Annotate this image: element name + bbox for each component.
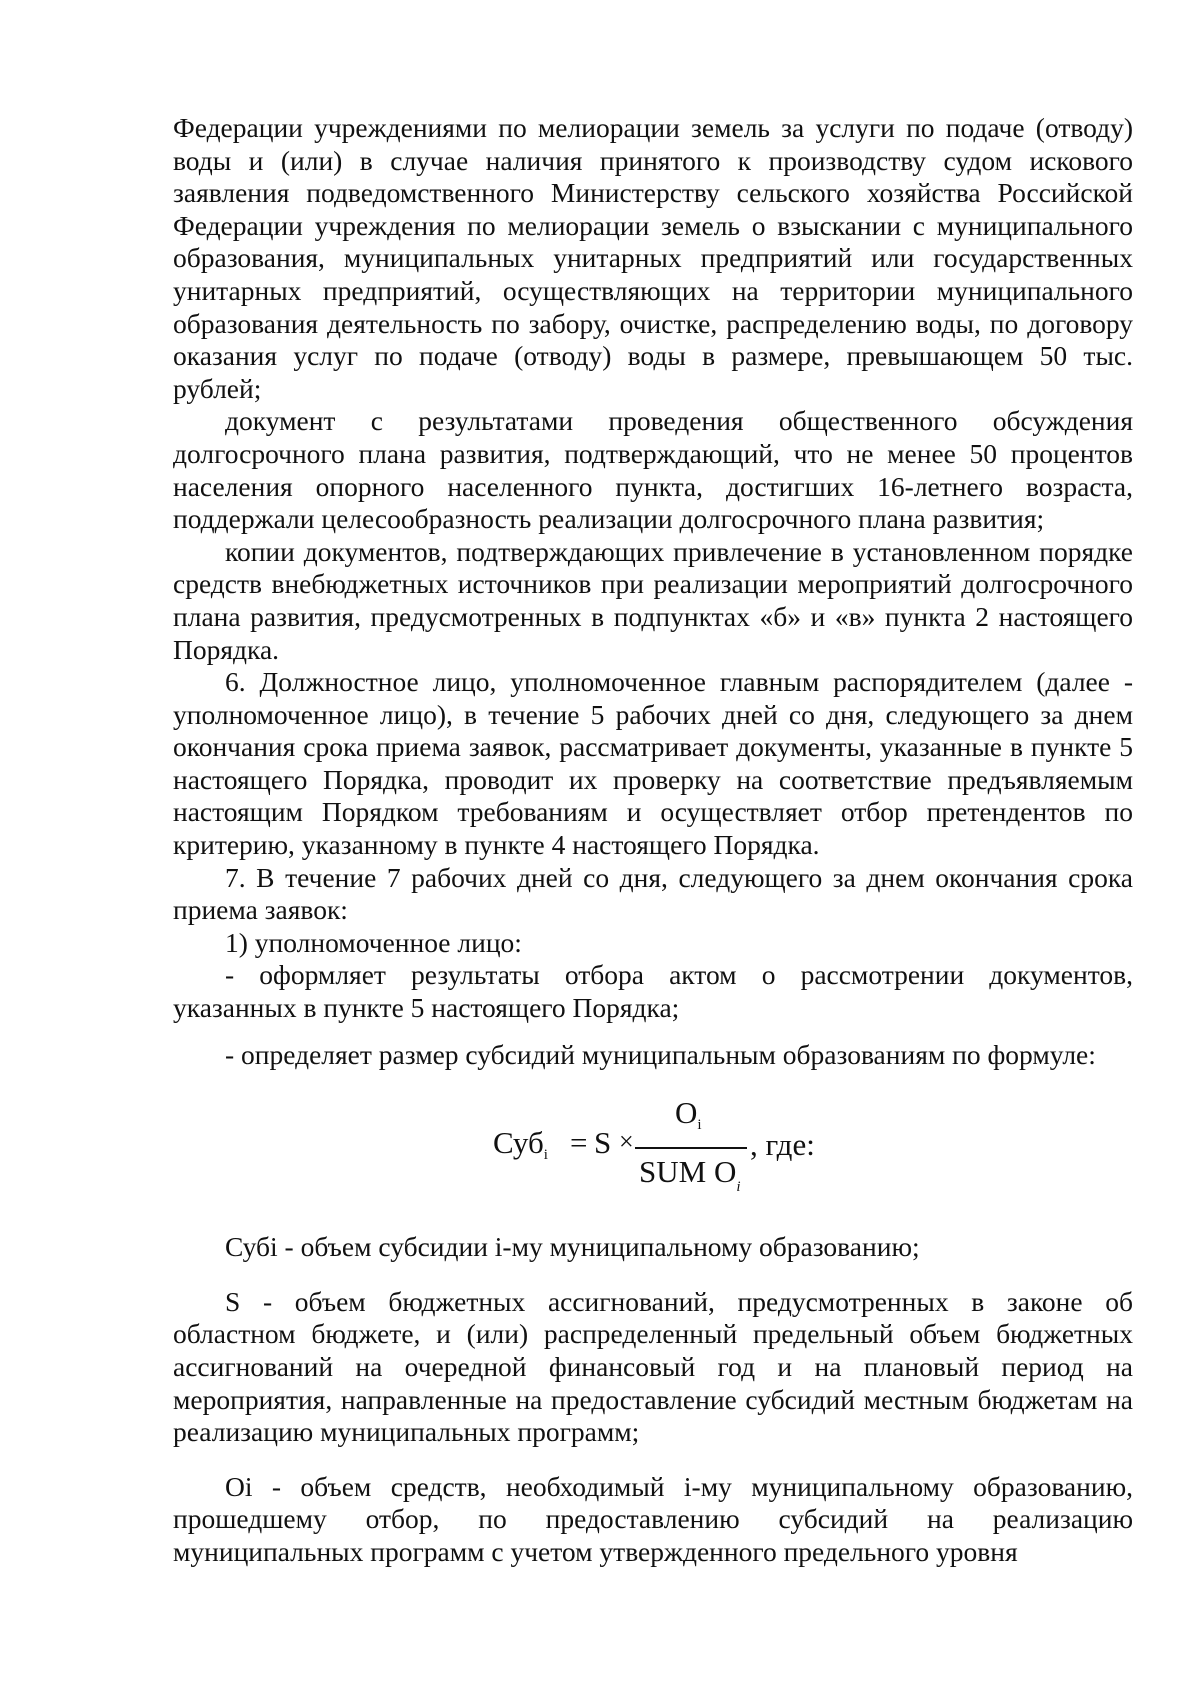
definition-sub: Субі - объем субсидии і-му муниципальному образованию; [225, 1231, 920, 1263]
paragraph-item-7-1: 1) уполномоченное лицо: [225, 926, 522, 958]
formula-suffix: , где: [750, 1127, 815, 1163]
definition-oi: Оі - объем средств, необходимый і-му муниципальному образованию, прошедшему отбор, по предоставлению субсидий на реализацию муниципальных программ с учетом утвержденного предельного уровня [173, 1470, 1133, 1567]
subsidy-formula [173, 1091, 1133, 1209]
paragraph-formula-intro: - определяет размер субсидий муниципальным образованиям по формуле: [225, 1038, 1096, 1070]
formula-denominator [639, 1154, 741, 1196]
formula-numerator [675, 1095, 702, 1134]
formula-numerator-subscript: i [697, 1117, 702, 1134]
formula-s-variable: S [594, 1125, 612, 1161]
paragraph-public-discussion: документ с результатами проведения общественного обсуждения долгосрочного плана развития, подтверждающий, что не менее 50 процентов населения опорного населенного пункта, достигших 16-летнего возраста, поддержали целесообразность реализации долгосрочного плана развития; [173, 405, 1133, 535]
formula-lhs-base: Суб [493, 1125, 544, 1161]
formula-multiply-sign: × [619, 1127, 634, 1157]
formula-fraction-bar [635, 1147, 747, 1149]
formula-lhs-subscript: i [543, 1147, 548, 1164]
formula-numerator-base: O [675, 1095, 698, 1131]
definition-s: S - объем бюджетных ассигнований, предусмотренных в законе об областном бюджете, и (или) распределенный предельный объем бюджетных ассигнований на очередной финансовый год и на плановый период на мероприятия, направленные на предоставление субсидий местным бюджетам на реализацию муниципальных программ; [173, 1285, 1133, 1448]
document-page [173, 112, 1133, 1569]
paragraph-item-6: 6. Должностное лицо, уполномоченное главным распорядителем (далее - уполномоченное лицо), в течение 5 рабочих дней со дня, следующего за днем окончания срока приема заявок, рассматривает документы, указанные в пункте 5 настоящего Порядка, проводит их проверку на соответствие предъявляемым настоящим Порядком требованиям и осуществляет отбор претендентов по критерию, указанному в пункте 4 настоящего Порядка. [173, 666, 1133, 861]
formula-denominator-base: SUM O [639, 1154, 737, 1190]
formula-equals-sign: = [570, 1125, 588, 1161]
paragraph-item-7: 7. В течение 7 рабочих дней со дня, следующего за днем окончания срока приема заявок: [173, 861, 1133, 926]
paragraph-continuation: Федерации учреждениями по мелиорации земель за услуги по подаче (отводу) воды и (или) в случае наличия принятого к производству судом искового заявления подведомственного Министерству сельского хозяйства Российской Федерации учреждения по мелиорации земель о взыскании с муниципального образования, муниципальных унитарных предприятий или государственных унитарных предприятий, осуществляющих на территории муниципального образования деятельность по забору, очистке, распределению воды, по договору оказания услуг по подаче (отводу) воды в размере, превышающем 50 тыс. рублей; [173, 112, 1133, 404]
paragraph-act-results: - оформляет результаты отбора актом о рассмотрении документов, указанных в пункте 5 настоящего Порядка; [173, 959, 1133, 1024]
formula-denominator-subscript: i [736, 1179, 741, 1196]
formula-lhs [493, 1125, 548, 1164]
paragraph-document-copies: копии документов, подтверждающих привлечение в установленном порядке средств внебюджетных источников при реализации мероприятий долгосрочного плана развития, предусмотренных в подпунктах «б» и «в» пункта 2 настоящего Порядка. [173, 535, 1133, 665]
